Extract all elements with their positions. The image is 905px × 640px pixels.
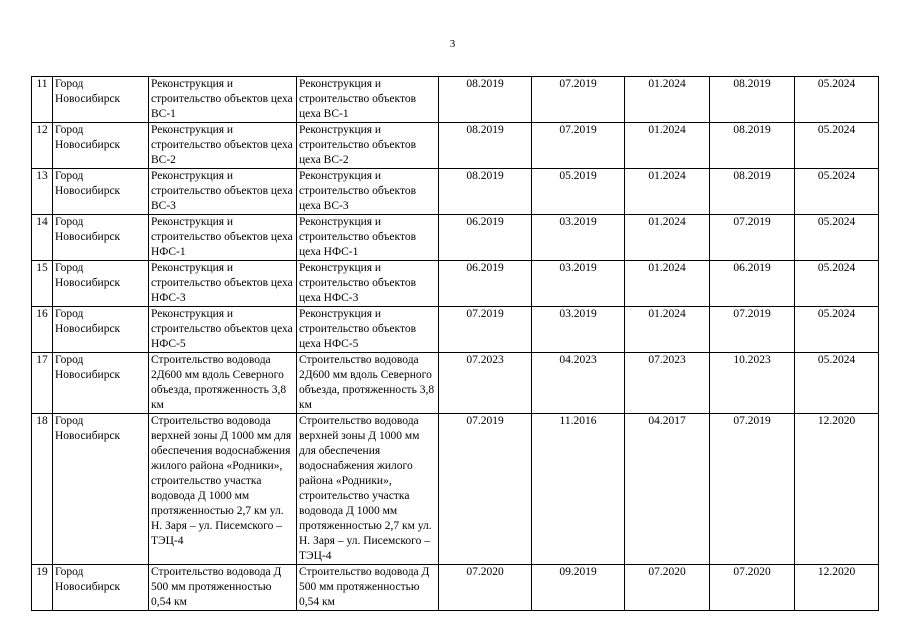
city-cell: Город Новосибирск — [53, 565, 149, 611]
date-cell-1: 07.2019 — [439, 414, 532, 565]
date-cell-4: 07.2019 — [710, 414, 795, 565]
date-cell-4: 07.2019 — [710, 215, 795, 261]
date-cell-5: 05.2024 — [795, 123, 879, 169]
date-cell-3: 01.2024 — [625, 169, 710, 215]
row-number: 11 — [32, 77, 53, 123]
object-description-cell: Реконструкция и строительство объектов цеха ВС-2 — [297, 123, 439, 169]
object-description-cell: Реконструкция и строительство объектов цеха НФС-5 — [297, 307, 439, 353]
date-cell-4: 06.2019 — [710, 261, 795, 307]
date-cell-3: 07.2020 — [625, 565, 710, 611]
date-cell-2: 03.2019 — [532, 215, 625, 261]
row-number: 13 — [32, 169, 53, 215]
object-description-cell: Строительство водовода 2Д600 мм вдоль Северного объезда, протяженность 3,8 км — [297, 353, 439, 414]
object-description-cell: Строительство водовода верхней зоны Д 1000 мм для обеспечения водоснабжения жилого района «Родники», строительство участка водовода Д 1000 мм протяженностью 2,7 км ул. Н. Заря – ул. Писемского – ТЭЦ-4 — [297, 414, 439, 565]
city-cell: Город Новосибирск — [53, 215, 149, 261]
date-cell-3: 04.2017 — [625, 414, 710, 565]
date-cell-2: 03.2019 — [532, 261, 625, 307]
city-cell: Город Новосибирск — [53, 261, 149, 307]
table-row — [32, 169, 879, 215]
object-description-cell: Реконструкция и строительство объектов цеха ВС-1 — [297, 77, 439, 123]
date-cell-2: 05.2019 — [532, 169, 625, 215]
city-cell: Город Новосибирск — [53, 353, 149, 414]
row-number: 12 — [32, 123, 53, 169]
table-row — [32, 414, 879, 565]
work-description-cell: Реконструкция и строительство объектов цеха НФС-1 — [149, 215, 297, 261]
date-cell-4: 08.2019 — [710, 77, 795, 123]
date-cell-3: 01.2024 — [625, 123, 710, 169]
date-cell-2: 07.2019 — [532, 123, 625, 169]
date-cell-4: 08.2019 — [710, 123, 795, 169]
date-cell-1: 08.2019 — [439, 123, 532, 169]
work-description-cell: Строительство водовода 2Д600 мм вдоль Северного объезда, протяженность 3,8 км — [149, 353, 297, 414]
date-cell-5: 05.2024 — [795, 169, 879, 215]
page-number: 3 — [449, 38, 456, 50]
row-number: 14 — [32, 215, 53, 261]
object-description-cell: Реконструкция и строительство объектов цеха НФС-3 — [297, 261, 439, 307]
object-description-cell: Строительство водовода Д 500 мм протяженностью 0,54 км — [297, 565, 439, 611]
row-number: 18 — [32, 414, 53, 565]
work-description-cell: Реконструкция и строительство объектов цеха ВС-1 — [149, 77, 297, 123]
date-cell-4: 10.2023 — [710, 353, 795, 414]
date-cell-1: 07.2020 — [439, 565, 532, 611]
table-row — [32, 307, 879, 353]
date-cell-5: 05.2024 — [795, 307, 879, 353]
date-cell-1: 07.2023 — [439, 353, 532, 414]
row-number: 17 — [32, 353, 53, 414]
work-description-cell: Реконструкция и строительство объектов цеха ВС-2 — [149, 123, 297, 169]
date-cell-4: 07.2019 — [710, 307, 795, 353]
table-row — [32, 123, 879, 169]
date-cell-3: 01.2024 — [625, 261, 710, 307]
date-cell-3: 07.2023 — [625, 353, 710, 414]
date-cell-5: 05.2024 — [795, 353, 879, 414]
work-description-cell: Реконструкция и строительство объектов цеха НФС-3 — [149, 261, 297, 307]
date-cell-5: 05.2024 — [795, 77, 879, 123]
date-cell-3: 01.2024 — [625, 307, 710, 353]
work-description-cell: Реконструкция и строительство объектов цеха ВС-3 — [149, 169, 297, 215]
row-number: 19 — [32, 565, 53, 611]
table-row — [32, 353, 879, 414]
row-number: 16 — [32, 307, 53, 353]
city-cell: Город Новосибирск — [53, 77, 149, 123]
date-cell-2: 03.2019 — [532, 307, 625, 353]
date-cell-1: 08.2019 — [439, 77, 532, 123]
date-cell-5: 12.2020 — [795, 414, 879, 565]
work-description-cell: Реконструкция и строительство объектов цеха НФС-5 — [149, 307, 297, 353]
date-cell-1: 06.2019 — [439, 215, 532, 261]
city-cell: Город Новосибирск — [53, 307, 149, 353]
date-cell-5: 05.2024 — [795, 215, 879, 261]
date-cell-2: 11.2016 — [532, 414, 625, 565]
table-row — [32, 565, 879, 611]
city-cell: Город Новосибирск — [53, 414, 149, 565]
date-cell-3: 01.2024 — [625, 215, 710, 261]
table-row — [32, 77, 879, 123]
date-cell-3: 01.2024 — [625, 77, 710, 123]
city-cell: Город Новосибирск — [53, 123, 149, 169]
table-row — [32, 261, 879, 307]
row-number: 15 — [32, 261, 53, 307]
work-description-cell: Строительство водовода Д 500 мм протяженностью 0,54 км — [149, 565, 297, 611]
date-cell-4: 08.2019 — [710, 169, 795, 215]
date-cell-2: 09.2019 — [532, 565, 625, 611]
object-description-cell: Реконструкция и строительство объектов цеха НФС-1 — [297, 215, 439, 261]
date-cell-1: 07.2019 — [439, 307, 532, 353]
work-description-cell: Строительство водовода верхней зоны Д 1000 мм для обеспечения водоснабжения жилого района «Родники», строительство участка водовода Д 1000 мм протяженностью 2,7 км ул. Н. Заря – ул. Писемского – ТЭЦ-4 — [149, 414, 297, 565]
date-cell-1: 06.2019 — [439, 261, 532, 307]
object-description-cell: Реконструкция и строительство объектов цеха ВС-3 — [297, 169, 439, 215]
date-cell-2: 04.2023 — [532, 353, 625, 414]
date-cell-4: 07.2020 — [710, 565, 795, 611]
date-cell-5: 12.2020 — [795, 565, 879, 611]
table-row — [32, 215, 879, 261]
date-cell-2: 07.2019 — [532, 77, 625, 123]
date-cell-1: 08.2019 — [439, 169, 532, 215]
date-cell-5: 05.2024 — [795, 261, 879, 307]
projects-table — [31, 76, 879, 611]
city-cell: Город Новосибирск — [53, 169, 149, 215]
